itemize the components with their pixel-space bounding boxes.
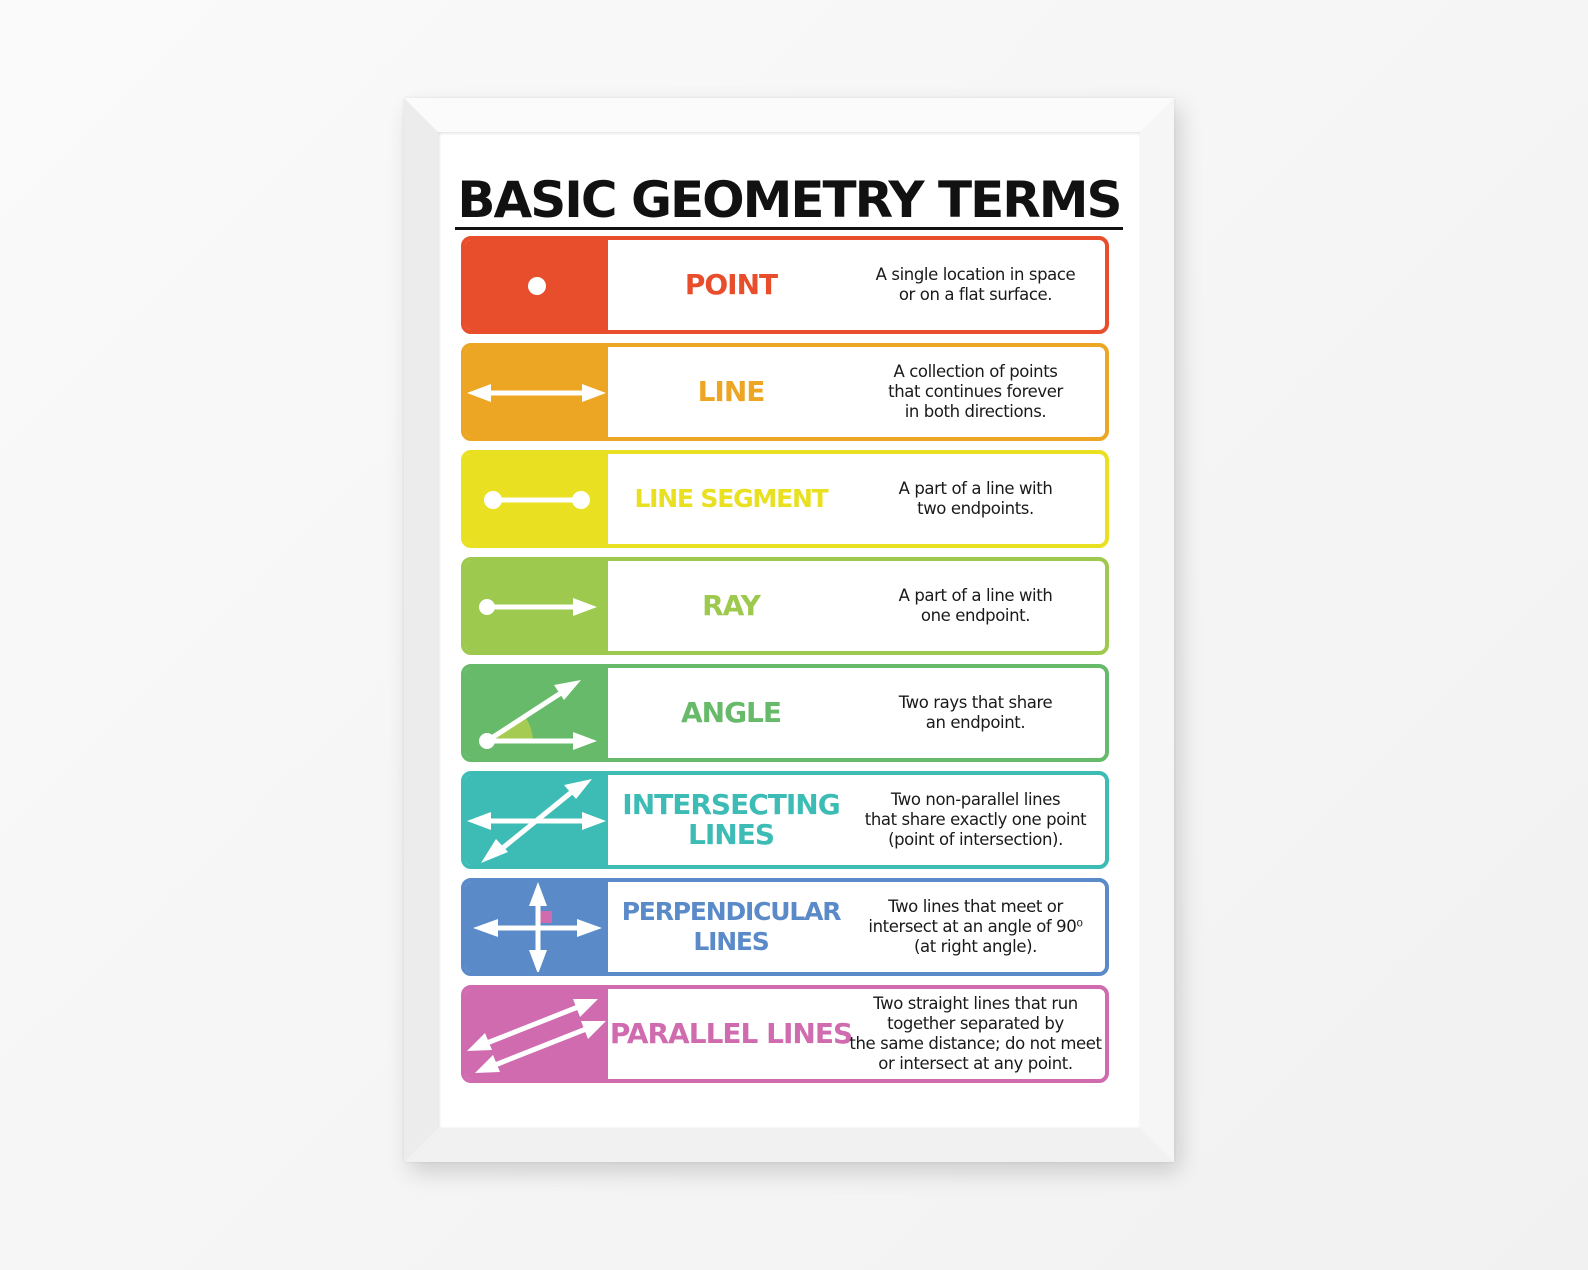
term-row-perpendicular-lines — [461, 878, 1109, 976]
intersecting-lines-icon — [465, 775, 608, 865]
poster — [438, 132, 1140, 1128]
term-description: Two non-parallel lines that share exactly one point (point of intersection). — [864, 790, 1087, 849]
poster-title-text: BASIC GEOMETRY TERMS — [457, 171, 1121, 229]
line-segment-icon — [465, 454, 608, 544]
term-description: A part of a line with two endpoints. — [898, 479, 1053, 518]
term-description: Two rays that share an endpoint. — [898, 693, 1053, 732]
term-label: POINT — [684, 268, 778, 301]
term-row-line-segment — [461, 450, 1109, 548]
term-description: A part of a line with one endpoint. — [898, 586, 1053, 625]
perpendicular-lines-icon — [465, 882, 608, 972]
ray-icon — [465, 561, 608, 651]
term-description: Two straight lines that run together separated by the same distance; do not meet or intersect at any point. — [849, 994, 1102, 1073]
term-description: A collection of points that continues forever in both directions. — [888, 362, 1063, 421]
term-description: Two lines that meet or intersect at an angle of 90⁰ (at right angle). — [868, 897, 1083, 956]
term-row-line — [461, 343, 1109, 441]
term-label: INTERSECTING LINES — [622, 788, 840, 851]
point-icon — [465, 240, 608, 330]
angle-icon — [465, 668, 608, 758]
term-row-point — [461, 236, 1109, 334]
parallel-lines-icon — [465, 989, 608, 1079]
term-label: PARALLEL LINES — [609, 1017, 853, 1050]
term-description: A single location in space or on a flat surface. — [875, 265, 1076, 304]
picture-frame — [404, 98, 1174, 1162]
term-label: LINE SEGMENT — [634, 484, 828, 513]
term-label: PERPENDICULAR LINES — [621, 897, 841, 956]
term-row-parallel-lines — [461, 985, 1109, 1083]
term-row-ray — [461, 557, 1109, 655]
term-label: RAY — [702, 589, 760, 622]
term-row-intersecting-lines — [461, 771, 1109, 869]
term-label: LINE — [697, 375, 765, 408]
term-label: ANGLE — [680, 696, 782, 729]
poster-title — [438, 170, 1140, 230]
term-row-angle — [461, 664, 1109, 762]
line-icon — [465, 347, 608, 437]
